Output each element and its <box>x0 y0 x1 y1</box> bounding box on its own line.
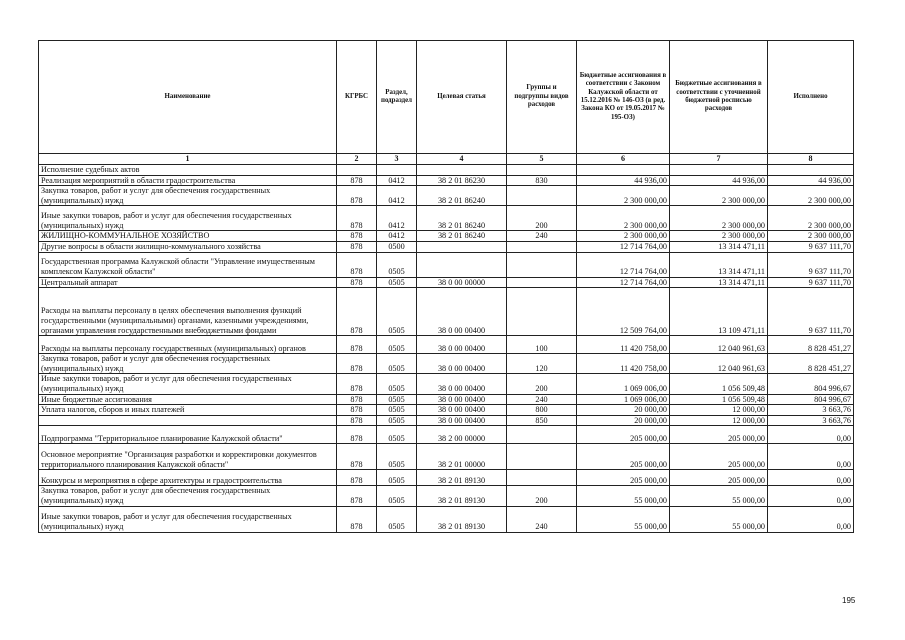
col-number: 2 <box>337 154 377 165</box>
cell-refined-allocations: 205 000,00 <box>670 444 768 470</box>
cell-kgrbs: 878 <box>337 394 377 405</box>
cell-kgrbs: 878 <box>337 444 377 470</box>
cell-law-allocations: 11 420 758,00 <box>577 354 670 374</box>
table-row <box>39 186 854 206</box>
cell-refined-allocations: 44 936,00 <box>670 175 768 186</box>
cell-target-article: 38 2 01 86240 <box>417 206 507 231</box>
col-header-executed: Исполнено <box>768 41 854 154</box>
cell-law-allocations: 12 714 764,00 <box>577 277 670 288</box>
cell-name: ЖИЛИЩНО-КОММУНАЛЬНОЕ ХОЗЯЙСТВО <box>39 231 337 242</box>
cell-expense-group: 240 <box>507 394 577 405</box>
col-number: 5 <box>507 154 577 165</box>
cell-executed <box>768 165 854 176</box>
table-row <box>39 252 854 277</box>
table-row <box>39 426 854 444</box>
cell-name: Расходы на выплаты персоналу государственных (муниципальных) органов <box>39 336 337 354</box>
table-row <box>39 288 854 336</box>
cell-target-article: 38 2 01 89130 <box>417 506 507 532</box>
cell-refined-allocations: 13 314 471,11 <box>670 277 768 288</box>
cell-target-article <box>417 165 507 176</box>
cell-refined-allocations: 205 000,00 <box>670 470 768 486</box>
table-row <box>39 206 854 231</box>
col-header-expense-group: Группы и подгруппы видов расходов <box>507 41 577 154</box>
header-row <box>39 41 854 154</box>
cell-executed: 0,00 <box>768 470 854 486</box>
cell-section: 0505 <box>377 374 417 394</box>
cell-executed: 3 663,76 <box>768 405 854 416</box>
cell-executed: 2 300 000,00 <box>768 186 854 206</box>
col-header-section: Раздел, подраздел <box>377 41 417 154</box>
table-row <box>39 374 854 394</box>
cell-executed: 9 637 111,70 <box>768 277 854 288</box>
cell-section: 0505 <box>377 444 417 470</box>
cell-section: 0412 <box>377 231 417 242</box>
cell-name: Основное мероприятие "Организация разработки и корректировки документов территориального планирования Калужской области" <box>39 444 337 470</box>
cell-expense-group <box>507 426 577 444</box>
cell-name: Иные бюджетные ассигнования <box>39 394 337 405</box>
cell-law-allocations: 12 714 764,00 <box>577 241 670 252</box>
cell-expense-group: 850 <box>507 415 577 426</box>
cell-refined-allocations: 12 000,00 <box>670 415 768 426</box>
cell-refined-allocations: 205 000,00 <box>670 426 768 444</box>
cell-expense-group: 240 <box>507 231 577 242</box>
cell-kgrbs: 878 <box>337 175 377 186</box>
cell-expense-group <box>507 288 577 336</box>
table-row <box>39 394 854 405</box>
cell-target-article: 38 2 01 00000 <box>417 444 507 470</box>
cell-section <box>377 165 417 176</box>
cell-law-allocations <box>577 165 670 176</box>
cell-kgrbs: 878 <box>337 252 377 277</box>
cell-executed: 0,00 <box>768 506 854 532</box>
cell-section: 0505 <box>377 486 417 506</box>
cell-refined-allocations: 55 000,00 <box>670 486 768 506</box>
table-row <box>39 241 854 252</box>
cell-executed: 804 996,67 <box>768 374 854 394</box>
cell-target-article: 38 2 01 89130 <box>417 486 507 506</box>
cell-executed: 0,00 <box>768 486 854 506</box>
cell-target-article: 38 2 01 89130 <box>417 470 507 486</box>
cell-executed: 8 828 451,27 <box>768 354 854 374</box>
cell-kgrbs: 878 <box>337 506 377 532</box>
cell-law-allocations: 2 300 000,00 <box>577 206 670 231</box>
cell-target-article <box>417 252 507 277</box>
cell-name: Подпрограмма "Территориальное планирование Калужской области" <box>39 426 337 444</box>
cell-law-allocations: 1 069 006,00 <box>577 394 670 405</box>
column-number-row <box>39 154 854 165</box>
cell-section: 0505 <box>377 415 417 426</box>
table-row <box>39 165 854 176</box>
cell-law-allocations: 205 000,00 <box>577 470 670 486</box>
cell-executed: 9 637 111,70 <box>768 241 854 252</box>
cell-executed: 2 300 000,00 <box>768 206 854 231</box>
cell-section: 0505 <box>377 394 417 405</box>
table-row <box>39 415 854 426</box>
table-row <box>39 175 854 186</box>
cell-refined-allocations: 12 040 961,63 <box>670 354 768 374</box>
cell-name: Реализация мероприятий в области градостроительства <box>39 175 337 186</box>
cell-name: Иные закупки товаров, работ и услуг для обеспечения государственных (муниципальных) нужд <box>39 506 337 532</box>
table-row <box>39 231 854 242</box>
cell-target-article: 38 0 00 00400 <box>417 415 507 426</box>
cell-kgrbs: 878 <box>337 288 377 336</box>
cell-refined-allocations: 12 000,00 <box>670 405 768 416</box>
cell-kgrbs: 878 <box>337 277 377 288</box>
cell-expense-group <box>507 470 577 486</box>
cell-target-article: 38 0 00 00400 <box>417 288 507 336</box>
cell-target-article: 38 0 00 00400 <box>417 405 507 416</box>
col-header-name: Наименование <box>39 41 337 154</box>
cell-name: Конкурсы и мероприятия в сфере архитектуры и градостроительства <box>39 470 337 486</box>
cell-name: Закупка товаров, работ и услуг для обеспечения государственных (муниципальных) нужд <box>39 186 337 206</box>
cell-kgrbs: 878 <box>337 486 377 506</box>
table-row <box>39 506 854 532</box>
cell-section: 0505 <box>377 426 417 444</box>
col-number: 4 <box>417 154 507 165</box>
budget-table <box>38 40 854 533</box>
cell-expense-group: 240 <box>507 506 577 532</box>
cell-executed: 804 996,67 <box>768 394 854 405</box>
col-header-kgrbs: КГРБС <box>337 41 377 154</box>
cell-name <box>39 415 337 426</box>
cell-refined-allocations: 55 000,00 <box>670 506 768 532</box>
cell-expense-group: 830 <box>507 175 577 186</box>
cell-refined-allocations: 2 300 000,00 <box>670 231 768 242</box>
cell-refined-allocations <box>670 165 768 176</box>
cell-name: Государственная программа Калужской области "Управление имущественным комплексом Калужской области" <box>39 252 337 277</box>
cell-kgrbs: 878 <box>337 374 377 394</box>
cell-target-article: 38 2 01 86240 <box>417 186 507 206</box>
col-number: 7 <box>670 154 768 165</box>
cell-kgrbs: 878 <box>337 405 377 416</box>
cell-section: 0412 <box>377 175 417 186</box>
col-header-refined-allocations: Бюджетные ассигнования в соответствии с уточненной бюджетной росписью расходов <box>670 41 768 154</box>
cell-target-article: 38 0 00 00400 <box>417 394 507 405</box>
cell-expense-group: 200 <box>507 486 577 506</box>
cell-executed: 2 300 000,00 <box>768 231 854 242</box>
cell-kgrbs <box>337 165 377 176</box>
cell-section: 0505 <box>377 506 417 532</box>
cell-expense-group: 200 <box>507 206 577 231</box>
cell-section: 0505 <box>377 405 417 416</box>
cell-kgrbs: 878 <box>337 206 377 231</box>
cell-executed: 9 637 111,70 <box>768 288 854 336</box>
cell-law-allocations: 20 000,00 <box>577 405 670 416</box>
cell-kgrbs: 878 <box>337 241 377 252</box>
cell-law-allocations: 12 509 764,00 <box>577 288 670 336</box>
col-number: 3 <box>377 154 417 165</box>
cell-law-allocations: 55 000,00 <box>577 486 670 506</box>
table-row <box>39 470 854 486</box>
cell-expense-group <box>507 252 577 277</box>
table-row <box>39 277 854 288</box>
cell-law-allocations: 2 300 000,00 <box>577 186 670 206</box>
cell-kgrbs: 878 <box>337 426 377 444</box>
cell-section: 0500 <box>377 241 417 252</box>
cell-section: 0505 <box>377 336 417 354</box>
cell-refined-allocations: 13 314 471,11 <box>670 252 768 277</box>
cell-law-allocations: 44 936,00 <box>577 175 670 186</box>
cell-expense-group: 120 <box>507 354 577 374</box>
cell-expense-group <box>507 241 577 252</box>
cell-name: Исполнение судебных актов <box>39 165 337 176</box>
table-row <box>39 444 854 470</box>
cell-law-allocations: 12 714 764,00 <box>577 252 670 277</box>
col-number: 8 <box>768 154 854 165</box>
cell-target-article: 38 2 01 86230 <box>417 175 507 186</box>
cell-name: Расходы на выплаты персоналу в целях обеспечения выполнения функций государственными (муниципальными) органами, казенными учреждениями, органами управления государственными внебюджетными фондами <box>39 288 337 336</box>
cell-name: Уплата налогов, сборов и иных платежей <box>39 405 337 416</box>
cell-executed: 44 936,00 <box>768 175 854 186</box>
cell-refined-allocations: 1 056 509,48 <box>670 374 768 394</box>
cell-section: 0505 <box>377 277 417 288</box>
cell-target-article: 38 2 00 00000 <box>417 426 507 444</box>
cell-target-article: 38 0 00 00400 <box>417 336 507 354</box>
cell-executed: 9 637 111,70 <box>768 252 854 277</box>
cell-name: Иные закупки товаров, работ и услуг для обеспечения государственных (муниципальных) нужд <box>39 206 337 231</box>
table-row <box>39 336 854 354</box>
col-number: 1 <box>39 154 337 165</box>
cell-name: Закупка товаров, работ и услуг для обеспечения государственных (муниципальных) нужд <box>39 354 337 374</box>
cell-section: 0505 <box>377 288 417 336</box>
cell-refined-allocations: 12 040 961,63 <box>670 336 768 354</box>
cell-executed: 0,00 <box>768 444 854 470</box>
cell-kgrbs: 878 <box>337 186 377 206</box>
cell-name: Центральный аппарат <box>39 277 337 288</box>
cell-kgrbs: 878 <box>337 354 377 374</box>
table-row <box>39 354 854 374</box>
col-header-target-article: Целевая статья <box>417 41 507 154</box>
cell-target-article: 38 0 00 00000 <box>417 277 507 288</box>
cell-name: Другие вопросы в области жилищно-коммунального хозяйства <box>39 241 337 252</box>
cell-section: 0412 <box>377 186 417 206</box>
cell-refined-allocations: 2 300 000,00 <box>670 186 768 206</box>
col-header-law-allocations: Бюджетные ассигнования в соответствии с Законом Калужской области от 15.12.2016 № 146-ОЗ (в ред. Закона КО от 19.05.2017 № 195-ОЗ) <box>577 41 670 154</box>
cell-expense-group: 800 <box>507 405 577 416</box>
cell-law-allocations: 11 420 758,00 <box>577 336 670 354</box>
cell-executed: 8 828 451,27 <box>768 336 854 354</box>
cell-law-allocations: 20 000,00 <box>577 415 670 426</box>
cell-expense-group <box>507 444 577 470</box>
cell-target-article: 38 2 01 86240 <box>417 231 507 242</box>
cell-kgrbs: 878 <box>337 415 377 426</box>
cell-target-article <box>417 241 507 252</box>
cell-kgrbs: 878 <box>337 336 377 354</box>
cell-expense-group <box>507 277 577 288</box>
cell-name: Иные закупки товаров, работ и услуг для обеспечения государственных (муниципальных) нужд <box>39 374 337 394</box>
cell-section: 0505 <box>377 252 417 277</box>
cell-kgrbs: 878 <box>337 470 377 486</box>
cell-name: Закупка товаров, работ и услуг для обеспечения государственных (муниципальных) нужд <box>39 486 337 506</box>
cell-target-article: 38 0 00 00400 <box>417 354 507 374</box>
cell-target-article: 38 0 00 00400 <box>417 374 507 394</box>
cell-refined-allocations: 1 056 509,48 <box>670 394 768 405</box>
cell-expense-group <box>507 186 577 206</box>
table-row <box>39 405 854 416</box>
cell-law-allocations: 2 300 000,00 <box>577 231 670 242</box>
cell-section: 0505 <box>377 354 417 374</box>
cell-expense-group: 100 <box>507 336 577 354</box>
cell-executed: 0,00 <box>768 426 854 444</box>
cell-expense-group <box>507 165 577 176</box>
cell-refined-allocations: 13 314 471,11 <box>670 241 768 252</box>
col-number: 6 <box>577 154 670 165</box>
cell-expense-group: 200 <box>507 374 577 394</box>
table-row <box>39 486 854 506</box>
table-body <box>39 165 854 533</box>
page-number: 195 <box>842 596 856 605</box>
cell-executed: 3 663,76 <box>768 415 854 426</box>
cell-refined-allocations: 13 109 471,11 <box>670 288 768 336</box>
cell-refined-allocations: 2 300 000,00 <box>670 206 768 231</box>
cell-law-allocations: 55 000,00 <box>577 506 670 532</box>
cell-law-allocations: 205 000,00 <box>577 426 670 444</box>
cell-section: 0505 <box>377 470 417 486</box>
cell-kgrbs: 878 <box>337 231 377 242</box>
cell-section: 0412 <box>377 206 417 231</box>
cell-law-allocations: 1 069 006,00 <box>577 374 670 394</box>
cell-law-allocations: 205 000,00 <box>577 444 670 470</box>
